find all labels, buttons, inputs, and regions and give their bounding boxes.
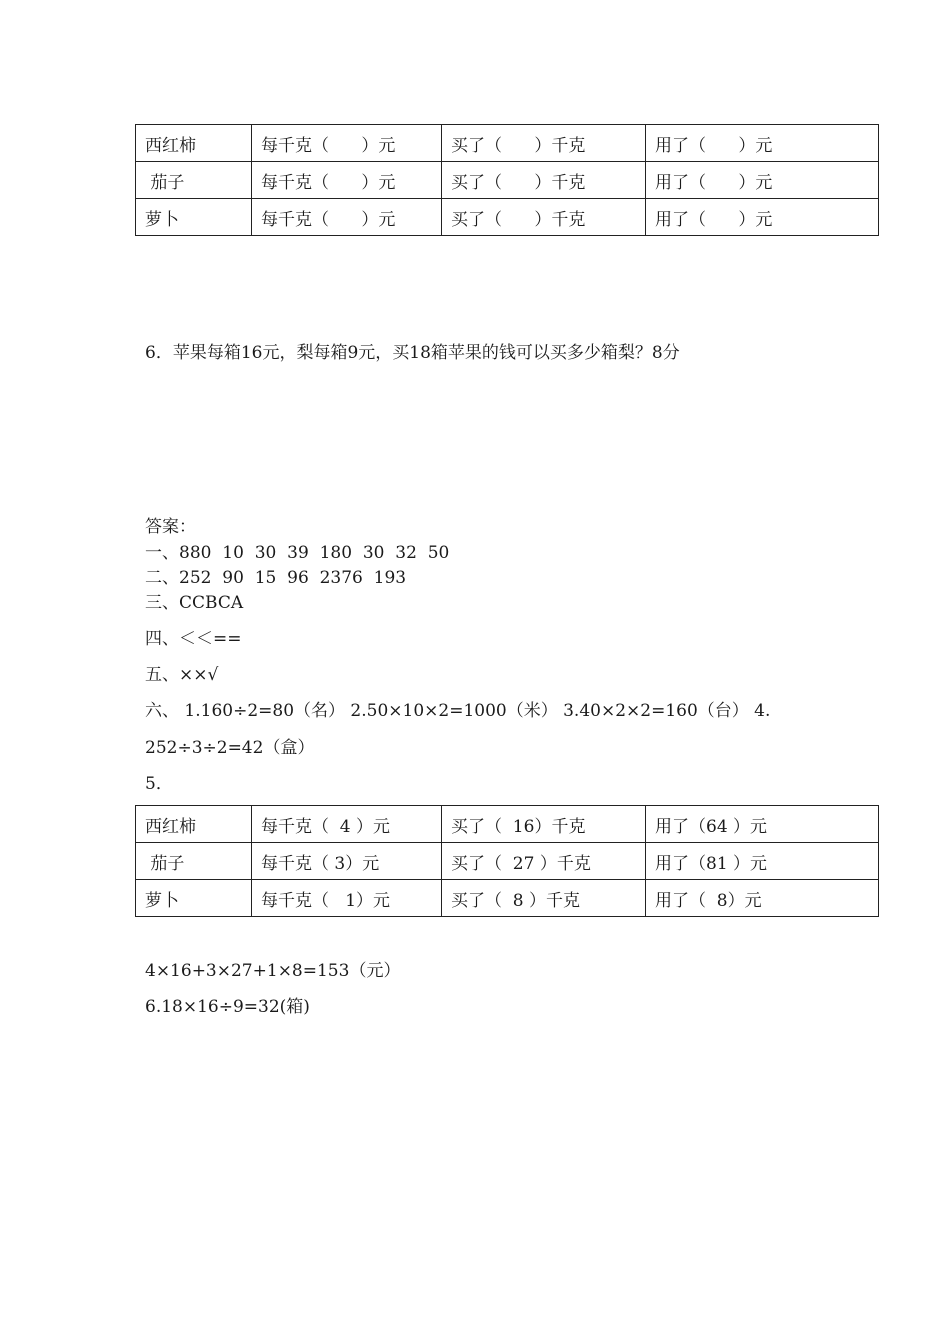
table-cell: 用了（ ）元 bbox=[646, 162, 879, 199]
answer-line-7: 252÷3÷2=42（盒） bbox=[145, 738, 315, 758]
question-6: 6．苹果每箱16元，梨每箱9元，买18箱苹果的钱可以买多少箱梨？8分 bbox=[145, 343, 680, 363]
answer-line-2: 二、252 90 15 96 2376 193 bbox=[145, 568, 407, 588]
table-cell: 每千克（ 4 ）元 bbox=[252, 806, 442, 843]
table-cell: 买了（ ）千克 bbox=[442, 162, 646, 199]
answer-line-6: 六、 1.160÷2=80（名） 2.50×10×2=1000（米） 3.40×2×2=160（台） 4. bbox=[145, 701, 771, 721]
answer-line-8: 5． bbox=[145, 774, 173, 794]
table-row bbox=[136, 806, 879, 843]
table-cell: 每千克（ 1）元 bbox=[252, 880, 442, 917]
table-cell: 每千克（ ）元 bbox=[252, 125, 442, 162]
table-cell: 用了（ 8）元 bbox=[646, 880, 879, 917]
table-cell: 买了（ 27 ）千克 bbox=[442, 843, 646, 880]
table-cell: 萝卜 bbox=[136, 880, 252, 917]
table-row bbox=[136, 162, 879, 199]
table-cell: 用了（ ）元 bbox=[646, 125, 879, 162]
table-row bbox=[136, 125, 879, 162]
table-cell: 买了（ ）千克 bbox=[442, 199, 646, 236]
table-cell: 西红柿 bbox=[136, 125, 252, 162]
table-cell: 萝卜 bbox=[136, 199, 252, 236]
table-cell: 西红柿 bbox=[136, 806, 252, 843]
table-cell: 买了（ 8 ）千克 bbox=[442, 880, 646, 917]
table-cell: 每千克（ ）元 bbox=[252, 199, 442, 236]
answer-line-10: 6.18×16÷9=32(箱) bbox=[145, 997, 310, 1017]
table-cell: 每千克（ 3）元 bbox=[252, 843, 442, 880]
answer-line-5: 五、××√ bbox=[145, 665, 219, 685]
answer-line-1: 一、880 10 30 39 180 30 32 50 bbox=[145, 543, 450, 563]
answer-line-9: 4×16+3×27+1×8=153（元） bbox=[145, 961, 401, 981]
table-cell: 用了（64 ）元 bbox=[646, 806, 879, 843]
vegetable-table bbox=[135, 124, 879, 236]
table-cell: 茄子 bbox=[136, 843, 252, 880]
table-row bbox=[136, 843, 879, 880]
table-cell: 买了（ ）千克 bbox=[442, 125, 646, 162]
table-cell: 用了（ ）元 bbox=[646, 199, 879, 236]
table-cell: 每千克（ ）元 bbox=[252, 162, 442, 199]
answer-line-4: 四、＜＜== bbox=[145, 629, 242, 649]
answer-line-3: 三、CCBCA bbox=[145, 593, 244, 613]
answers-heading: 答案： bbox=[145, 517, 196, 537]
table-row bbox=[136, 199, 879, 236]
table-cell: 用了（81 ）元 bbox=[646, 843, 879, 880]
answer-table bbox=[135, 805, 879, 917]
table-row bbox=[136, 880, 879, 917]
table-cell: 买了（ 16）千克 bbox=[442, 806, 646, 843]
table-cell: 茄子 bbox=[136, 162, 252, 199]
